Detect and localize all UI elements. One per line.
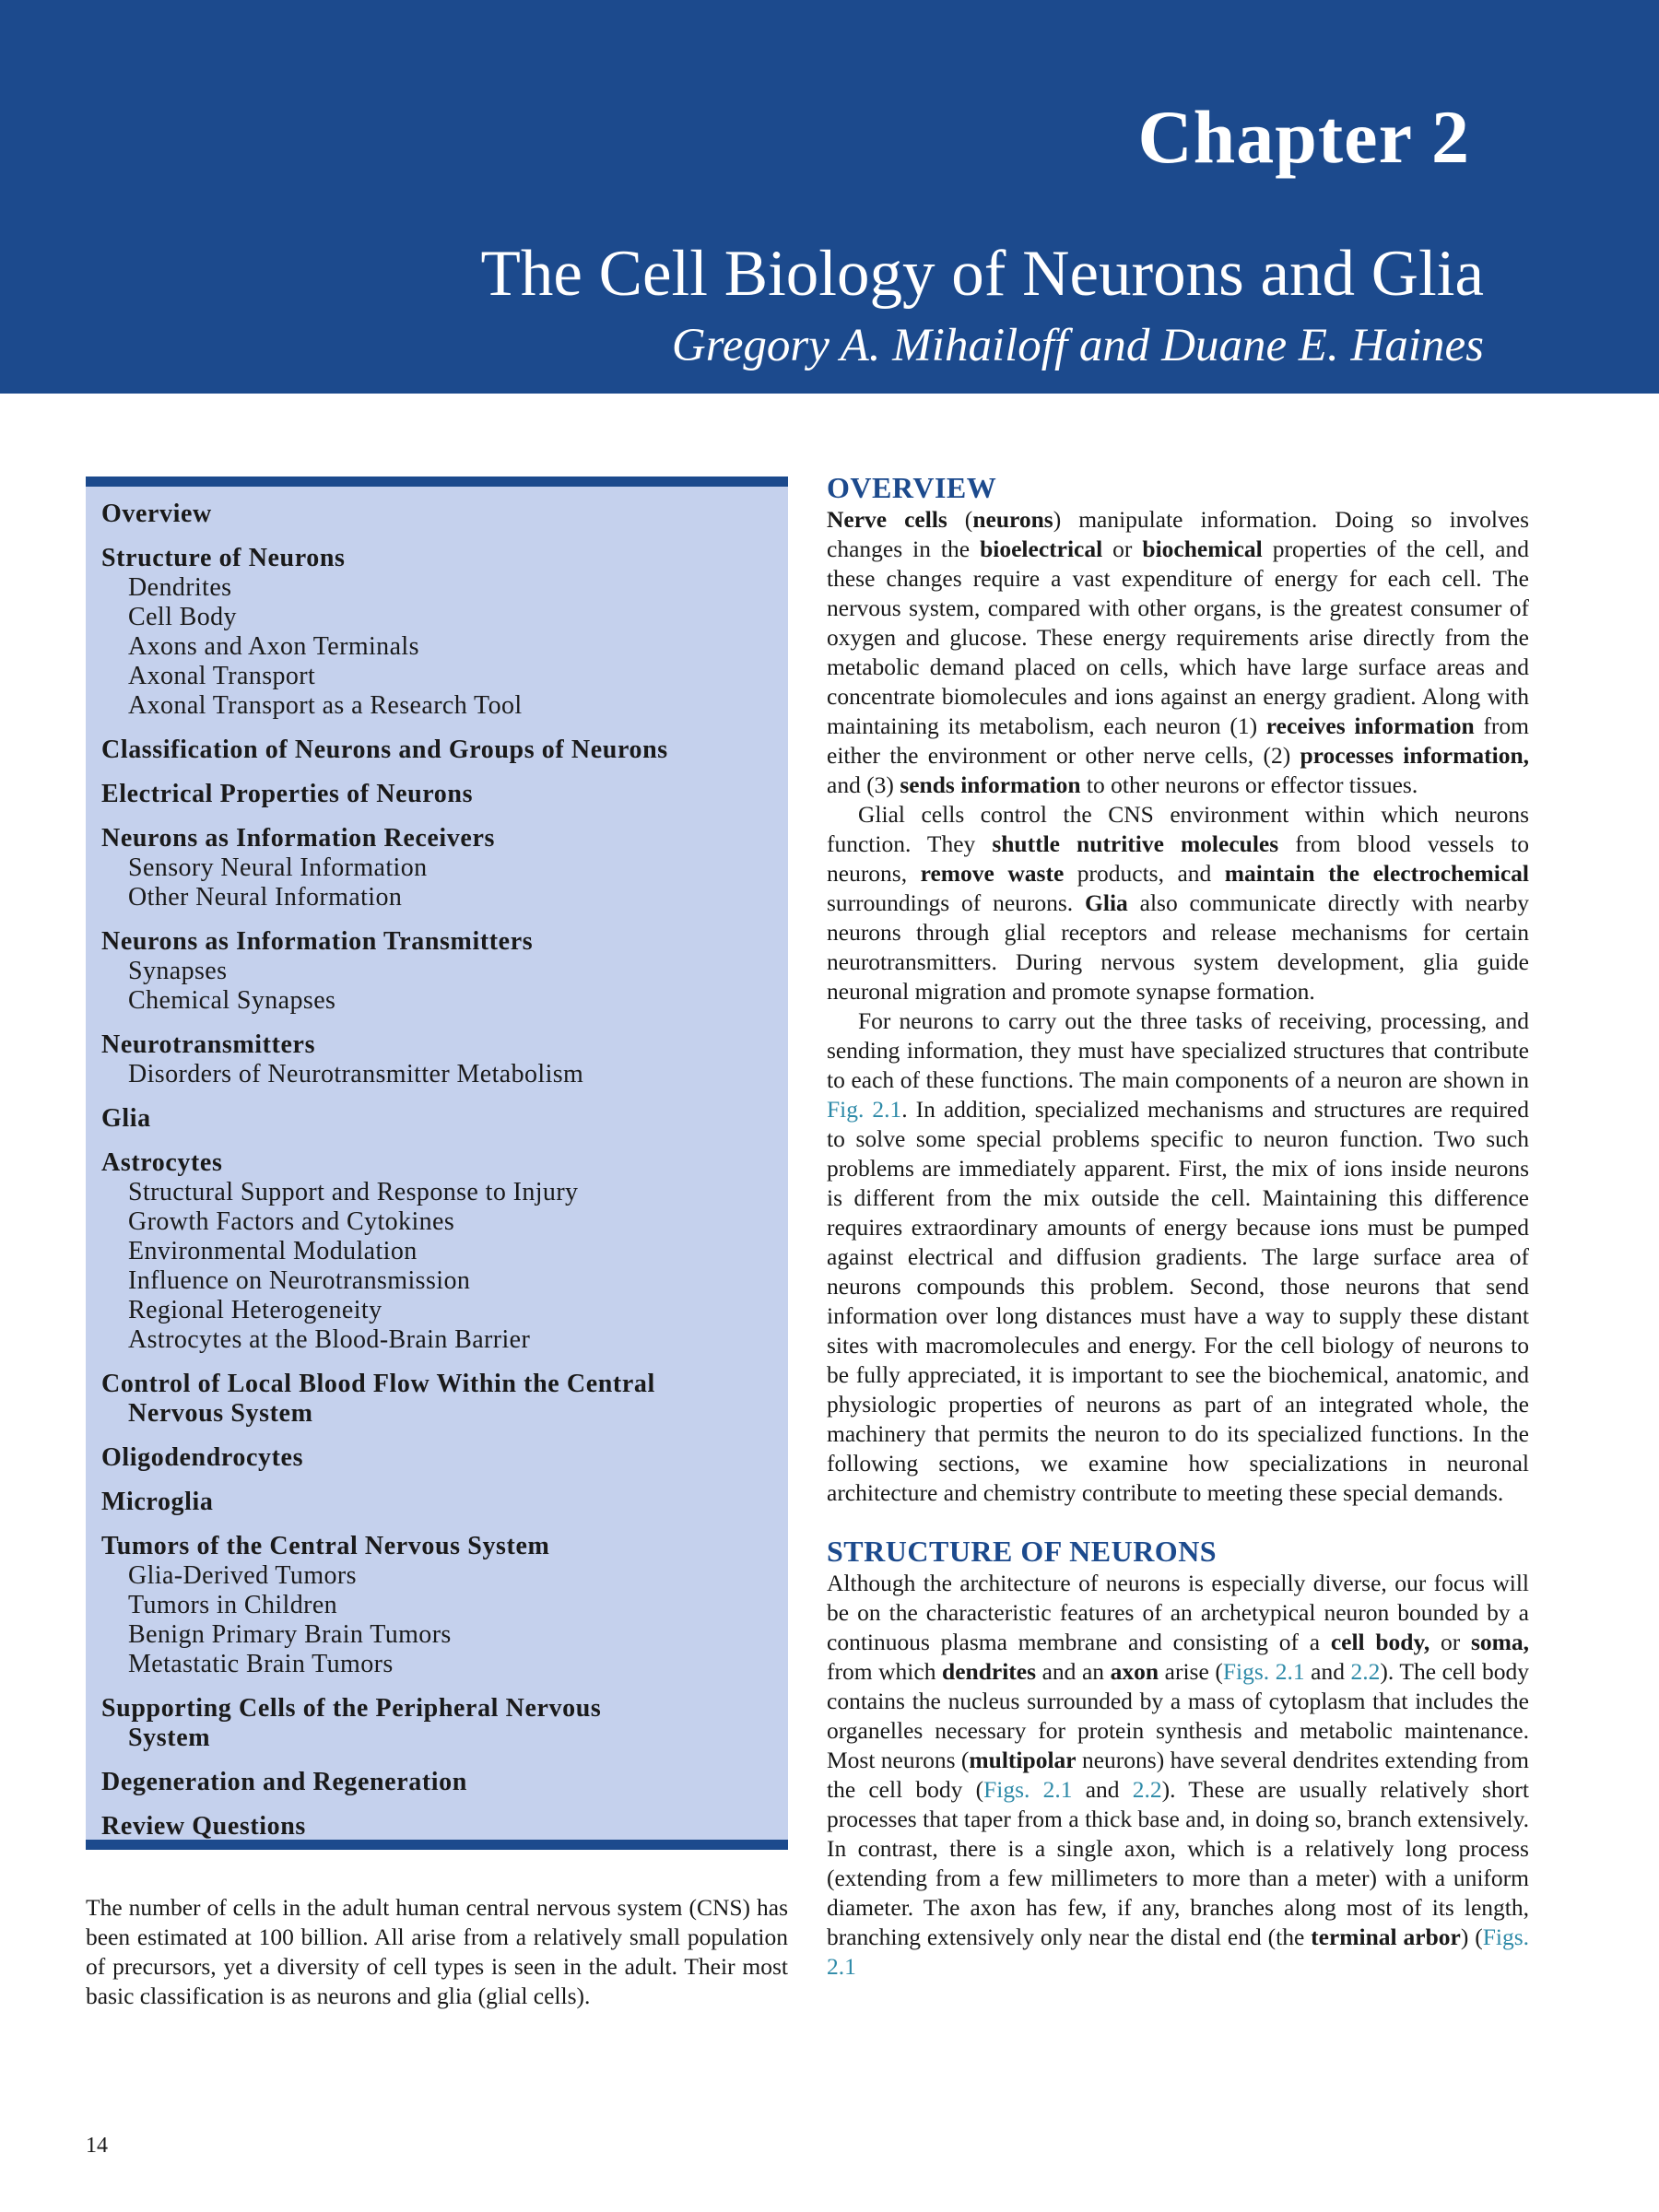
contents-subheading: Glia-Derived Tumors xyxy=(128,1561,357,1590)
contents-entry xyxy=(101,824,788,912)
text-run: to other neurons or effector tissues. xyxy=(1080,771,1418,798)
text-run: ). The cell body contains the nucleus surrounded by a mass of cytoplasm that includes the organelles necessary for protein synthesis and metabolic maintenance. Most neurons ( xyxy=(827,1658,1529,1773)
main-text-column xyxy=(827,470,1529,1982)
chapter-banner xyxy=(0,0,1659,394)
contents-entry xyxy=(101,544,788,721)
contents-entry xyxy=(101,1104,788,1134)
text-run: also communicate directly with nearby neurons through glial receptors and release mechanisms for certain neurotransmitters. During nervous system development, glia guide neuronal migration and promote synapse formation. xyxy=(827,889,1529,1005)
contents-heading-continuation: System xyxy=(128,1724,211,1752)
contents-subheading: Tumors in Children xyxy=(128,1591,338,1619)
contents-heading xyxy=(101,1768,788,1797)
contents-heading xyxy=(101,780,788,809)
contents-subheading: Synapses xyxy=(128,957,228,985)
text-run: Glial cells control the CNS environment within which neurons function. They xyxy=(827,801,1529,857)
contents-heading-label: Degeneration and Regeneration xyxy=(101,1768,467,1796)
text-run: products, and xyxy=(1064,860,1225,887)
bold-term: biochemical xyxy=(1142,535,1263,562)
bold-term: axon xyxy=(1110,1658,1159,1685)
contents-heading-label: Neurons as Information Receivers xyxy=(101,824,495,853)
bold-term: dendrites xyxy=(942,1658,1037,1685)
text-run: and (3) xyxy=(827,771,900,798)
bold-term: Glia xyxy=(1085,889,1128,916)
contents-subheading: Chemical Synapses xyxy=(128,986,336,1015)
chapter-label: Chapter 2 xyxy=(1137,95,1470,179)
bold-term: multipolar xyxy=(969,1747,1077,1773)
contents-entry xyxy=(101,780,788,809)
text-run: ) ( xyxy=(1460,1924,1483,1950)
bold-term: soma, xyxy=(1470,1629,1529,1655)
text-run: ( xyxy=(947,506,973,533)
contents-list xyxy=(101,500,788,1841)
contents-entry xyxy=(101,1148,788,1355)
contents-subheading: Structural Support and Response to Injury xyxy=(128,1178,579,1206)
page-number: 14 xyxy=(86,2134,108,2158)
contents-heading-label: Electrical Properties of Neurons xyxy=(101,780,474,808)
contents-entry xyxy=(101,1443,788,1473)
contents-subheading: Regional Heterogeneity xyxy=(128,1296,382,1324)
chapter-authors: Gregory A. Mihailoff and Duane E. Haines xyxy=(671,320,1484,371)
contents-heading-label: Classification of Neurons and Groups of Neurons xyxy=(101,735,668,764)
contents-heading xyxy=(101,1030,788,1060)
text-run: and an xyxy=(1036,1658,1111,1685)
body-paragraph xyxy=(827,505,1529,800)
contents-entry xyxy=(101,1370,788,1429)
text-run: arise ( xyxy=(1159,1658,1223,1685)
contents-heading-label: Glia xyxy=(101,1104,151,1133)
text-run: ) manipulate information. Doing so involves changes in the xyxy=(827,506,1529,562)
figure-reference-link[interactable]: Figs. 2.1 xyxy=(1222,1658,1305,1685)
contents-heading-label: Oligodendrocytes xyxy=(101,1443,304,1472)
bold-term: maintain the electrochemical xyxy=(1224,860,1529,887)
contents-entry xyxy=(101,1488,788,1517)
text-run: ). These are usually relatively short processes that taper from a thick base and, in doing so, branch extensively. In contrast, there is a single axon, which is a relatively long process (extending from a few millimeters to more than a meter) with a uniform diameter. The axon has few, if any, branches along most of its length, branching extensively only near the distal end (the xyxy=(827,1776,1529,1950)
figure-reference-link[interactable]: 2.2 xyxy=(1132,1776,1162,1803)
body-paragraph xyxy=(827,800,1529,1006)
bold-term: cell body, xyxy=(1330,1629,1430,1655)
contents-subheading: Axonal Transport xyxy=(128,662,316,690)
text-run: from blood vessels to neurons, xyxy=(827,830,1529,887)
contents-heading-label: Neurons as Information Transmitters xyxy=(101,927,534,956)
bold-term: Nerve cells xyxy=(827,506,947,533)
text-run: or xyxy=(1430,1629,1471,1655)
contents-entry xyxy=(101,1812,788,1841)
contents-heading xyxy=(101,927,788,957)
bold-term: shuttle nutritive molecules xyxy=(992,830,1279,857)
contents-heading-label: Tumors of the Central Nervous System xyxy=(101,1532,550,1560)
text-run: For neurons to carry out the three tasks of receiving, processing, and sending information, they must have specialized structures that contribute to each of these functions. The main components of a neuron are shown in xyxy=(827,1007,1529,1093)
contents-heading xyxy=(101,735,788,765)
chapter-title: The Cell Biology of Neurons and Glia xyxy=(480,238,1484,310)
bold-term: remove waste xyxy=(920,860,1065,887)
contents-heading xyxy=(101,544,788,573)
figure-reference-link[interactable]: 2.2 xyxy=(1350,1658,1381,1685)
body-paragraph xyxy=(827,1006,1529,1508)
bold-term: processes information, xyxy=(1300,742,1530,769)
contents-subheading: Other Neural Information xyxy=(128,883,403,912)
contents-heading xyxy=(101,1370,788,1429)
text-run: neurons) have several dendrites extending from the cell body ( xyxy=(827,1747,1530,1803)
text-run: from either the environment or other nerve cells, (2) xyxy=(827,712,1529,769)
contents-heading-label: Supporting Cells of the Peripheral Nervous xyxy=(101,1694,602,1723)
contents-subheading: Axonal Transport as a Research Tool xyxy=(128,691,523,720)
bold-term: terminal arbor xyxy=(1311,1924,1461,1950)
section-heading: STRUCTURE OF NEURONS xyxy=(827,1535,1218,1568)
text-run: or xyxy=(1102,535,1143,562)
text-run: surroundings of neurons. xyxy=(827,889,1086,916)
contents-heading xyxy=(101,1104,788,1134)
contents-entry xyxy=(101,500,788,529)
contents-subheading: Cell Body xyxy=(128,603,237,631)
contents-heading xyxy=(101,1488,788,1517)
bold-term: bioelectrical xyxy=(980,535,1103,562)
contents-entry xyxy=(101,927,788,1016)
contents-subheading: Astrocytes at the Blood-Brain Barrier xyxy=(128,1325,531,1354)
contents-subheading: Axons and Axon Terminals xyxy=(128,632,419,661)
contents-heading-label: Review Questions xyxy=(101,1812,306,1841)
body-paragraph xyxy=(827,1569,1529,1982)
text-run: from which xyxy=(827,1658,943,1685)
text-run: Although the architecture of neurons is especially diverse, our focus will be on the characteristic features of an archetypical neuron bounded by a continuous plasma membrane and consisting of a xyxy=(827,1570,1529,1655)
text-run: and xyxy=(1072,1776,1133,1803)
chapter-contents-box xyxy=(86,477,788,1850)
contents-subheading: Metastatic Brain Tumors xyxy=(128,1650,394,1678)
text-run: properties of the cell, and these changes require a vast expenditure of energy for each cell. The nervous system, compared with other organs, is the greatest consumer of oxygen and glucose. These energy requirements arise directly from the metabolic demand placed on cells, which have large surface areas and concentrate biomolecules and ions against an energy gradient. Along with maintaining its metabolism, each neuron (1) xyxy=(827,535,1530,739)
contents-heading xyxy=(101,500,788,529)
contents-heading xyxy=(101,1694,788,1753)
contents-heading-label: Control of Local Blood Flow Within the Central xyxy=(101,1370,655,1398)
section-heading: OVERVIEW xyxy=(827,471,997,504)
contents-heading xyxy=(101,824,788,853)
figure-reference-link[interactable]: Fig. 2.1 xyxy=(827,1096,902,1123)
figure-reference-link[interactable]: Figs. 2.1 xyxy=(827,1924,1530,1980)
contents-entry xyxy=(101,1030,788,1089)
contents-subheading: Dendrites xyxy=(128,573,232,602)
contents-heading-label: Astrocytes xyxy=(101,1148,223,1177)
contents-entry xyxy=(101,735,788,765)
contents-heading xyxy=(101,1148,788,1178)
contents-entry xyxy=(101,1694,788,1753)
contents-heading xyxy=(101,1812,788,1841)
contents-heading-continuation: Nervous System xyxy=(128,1399,313,1428)
bold-term: sends information xyxy=(900,771,1081,798)
contents-heading-label: Neurotransmitters xyxy=(101,1030,316,1059)
bold-term: receives information xyxy=(1265,712,1475,739)
contents-subheading: Influence on Neurotransmission xyxy=(128,1266,471,1295)
contents-heading-label: Overview xyxy=(101,500,212,528)
contents-entry xyxy=(101,1768,788,1797)
contents-subheading: Disorders of Neurotransmitter Metabolism xyxy=(128,1060,584,1088)
contents-entry xyxy=(101,1532,788,1679)
bold-term: neurons xyxy=(972,506,1053,533)
contents-subheading: Environmental Modulation xyxy=(128,1237,418,1265)
contents-subheading: Growth Factors and Cytokines xyxy=(128,1207,455,1236)
figure-reference-link[interactable]: Figs. 2.1 xyxy=(983,1776,1073,1803)
contents-heading-label: Structure of Neurons xyxy=(101,544,346,572)
text-run: and xyxy=(1304,1658,1351,1685)
intro-paragraph: The number of cells in the adult human central nervous system (CNS) has been estimated at 100 billion. All arise from a relatively small population of precursors, yet a diversity of cell types is seen in the adult. Their most basic classification is as neurons and glia (glial cells). xyxy=(86,1894,788,2009)
contents-heading xyxy=(101,1532,788,1561)
contents-subheading: Benign Primary Brain Tumors xyxy=(128,1620,452,1649)
text-run: . In addition, specialized mechanisms and structures are required to solve some special problems specific to neuron function. Two such problems are immediately apparent. First, the mix of ions inside neurons is different from the mix outside the cell. Maintaining this difference requires extraordinary amounts of energy because ions must be pumped against electrical and diffusion gradients. The large surface area of neurons compounds this problem. Second, those neurons that send information over long distances must have a way to supply these distant sites with macromolecules and energy. For the cell biology of neurons to be fully appreciated, it is important to see the biochemical, anatomic, and physiologic properties of neurons as part of an integrated whole, the machinery that permits the neuron to do its specialized functions. In the following sections, we examine how specializations in neuronal architecture and chemistry contribute to meeting these special demands. xyxy=(827,1096,1529,1506)
contents-heading xyxy=(101,1443,788,1473)
contents-subheading: Sensory Neural Information xyxy=(128,853,428,882)
contents-heading-label: Microglia xyxy=(101,1488,214,1516)
